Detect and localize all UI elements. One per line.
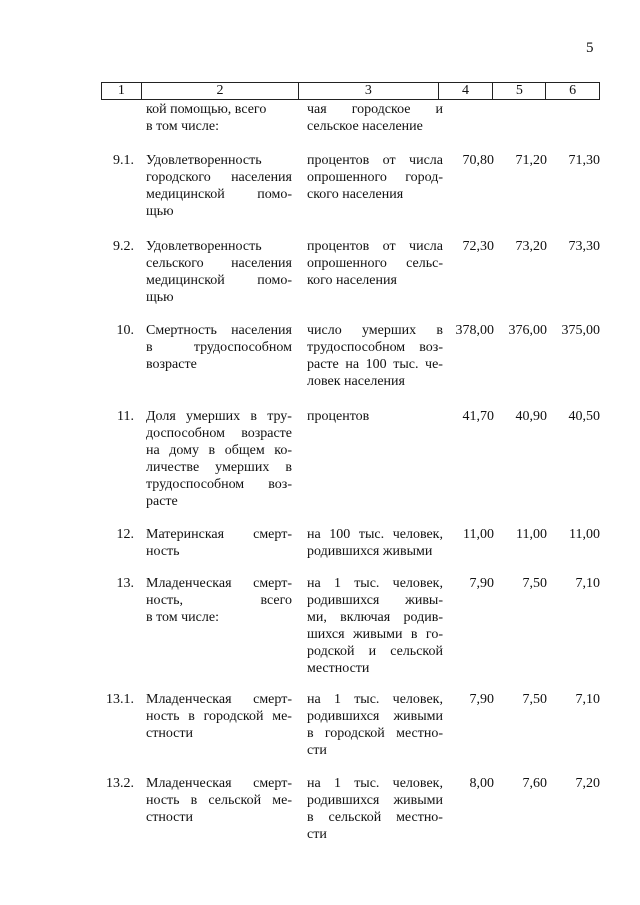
name-line: Удовлетворенность	[146, 153, 262, 168]
continuation-name	[146, 101, 292, 135]
word: возрасте	[241, 426, 292, 441]
word: на	[307, 692, 321, 707]
name-line: щью	[146, 204, 174, 219]
word: 100	[329, 527, 351, 542]
word: живы-	[405, 593, 443, 608]
value-col-4: 7,90	[469, 692, 494, 707]
word: человек,	[392, 527, 443, 542]
name-line	[146, 408, 292, 425]
word: родившихся	[307, 709, 380, 724]
word: медицинской	[146, 187, 225, 202]
row-number: 11.	[117, 409, 134, 424]
word: смерт-	[253, 527, 292, 542]
word: Материнская	[146, 527, 225, 542]
word: ность,	[146, 593, 184, 608]
unit-line	[307, 725, 443, 742]
word: Доля	[146, 409, 176, 424]
word: от	[382, 153, 396, 168]
name-line: расте	[146, 494, 178, 509]
word: тыс.	[393, 357, 419, 372]
unit-line	[307, 809, 443, 826]
name-line	[146, 459, 292, 476]
unit-line: местности	[307, 661, 370, 676]
name-line: стности	[146, 726, 193, 741]
word: в	[250, 409, 257, 424]
unit-line	[307, 322, 443, 339]
word: на	[345, 357, 360, 372]
word: родской	[307, 644, 355, 659]
row-number: 13.	[116, 576, 134, 591]
word: умерших	[215, 460, 270, 475]
word: числа	[409, 153, 443, 168]
word: помо-	[257, 273, 292, 288]
word: и	[435, 102, 443, 117]
name-line	[146, 691, 292, 708]
word: процентов	[307, 239, 370, 254]
word: местно-	[396, 726, 443, 741]
name-line	[146, 339, 292, 356]
word: сельс-	[406, 256, 443, 271]
word: ме-	[272, 709, 292, 724]
value-col-4: 11,00	[463, 527, 494, 542]
word: шихся	[307, 627, 345, 642]
word: ко-	[274, 443, 292, 458]
indicator-name	[146, 152, 292, 220]
word: в	[307, 810, 314, 825]
word: родившихся	[307, 593, 380, 608]
row-number: 12.	[116, 527, 134, 542]
word: сельского	[146, 256, 204, 271]
word: умерших	[361, 323, 417, 338]
indicator-name	[146, 575, 292, 626]
word: городское	[351, 102, 411, 117]
word: сельской	[328, 810, 382, 825]
word: трудоспособном	[307, 340, 406, 355]
header-col-4: 4	[439, 83, 494, 99]
word: трудоспособном	[193, 340, 292, 355]
word: 1	[333, 692, 341, 707]
value-col-5: 7,60	[522, 776, 547, 791]
word: на	[307, 527, 321, 542]
continuation-unit	[307, 101, 443, 135]
word: тыс.	[354, 776, 380, 791]
page-number: 5	[586, 40, 594, 56]
name-line	[146, 792, 292, 809]
word: личестве	[146, 460, 200, 475]
name-line	[146, 476, 292, 493]
unit-of-measure	[307, 691, 443, 759]
unit-line	[307, 643, 443, 660]
word: тру-	[267, 409, 292, 424]
name-line: стности	[146, 810, 193, 825]
word: смерт-	[253, 576, 292, 591]
value-col-6: 7,10	[575, 692, 600, 707]
unit-line	[307, 592, 443, 609]
row-number: 13.1.	[106, 692, 134, 707]
unit-line: родившихся живыми	[307, 544, 433, 559]
name-line: в том числе:	[146, 610, 219, 625]
word: тыс.	[354, 692, 380, 707]
unit-line: процентов	[307, 409, 370, 424]
name-line	[146, 526, 292, 543]
unit-line: сти	[307, 827, 327, 842]
word: ность	[146, 709, 180, 724]
unit-line	[307, 775, 443, 792]
name-line: кой помощью, всего	[146, 102, 267, 117]
word: в	[190, 793, 198, 808]
indicator-name	[146, 408, 292, 510]
word: Младенческая	[146, 692, 232, 707]
unit-of-measure	[307, 322, 443, 390]
word: медицинской	[146, 273, 225, 288]
word: смерт-	[253, 776, 292, 791]
name-line: ность	[146, 544, 180, 559]
word: в	[410, 627, 418, 642]
word: в	[307, 726, 314, 741]
word: Смертность	[146, 323, 217, 338]
word: живыми	[352, 627, 403, 642]
word: 1	[333, 576, 341, 591]
word: расте	[307, 357, 339, 372]
value-col-4: 72,30	[462, 239, 494, 254]
unit-line: ского населения	[307, 187, 404, 202]
unit-line	[307, 708, 443, 725]
word: число	[307, 323, 342, 338]
name-line	[146, 425, 292, 442]
value-col-5: 40,90	[515, 409, 547, 424]
word: город-	[405, 170, 443, 185]
unit-line	[307, 626, 443, 643]
unit-of-measure	[307, 526, 443, 560]
word: тыс.	[358, 527, 385, 542]
word: от	[382, 239, 396, 254]
word: ность	[146, 793, 180, 808]
word: опрошенного	[307, 170, 387, 185]
word: 100	[365, 357, 387, 372]
value-col-4: 70,80	[462, 153, 494, 168]
word: в	[146, 340, 153, 355]
value-col-5: 73,20	[515, 239, 547, 254]
word: числа	[409, 239, 443, 254]
word: ме-	[272, 793, 292, 808]
word: человек,	[392, 576, 443, 591]
word: воз-	[419, 340, 443, 355]
header-col-3: 3	[299, 83, 438, 99]
word: на	[146, 443, 160, 458]
indicator-name	[146, 238, 292, 306]
word: помо-	[257, 187, 292, 202]
word: в	[436, 323, 443, 338]
unit-line	[307, 526, 443, 543]
value-col-4: 8,00	[469, 776, 494, 791]
unit-line	[307, 101, 443, 118]
name-line	[146, 255, 292, 272]
word: местно-	[396, 810, 443, 825]
unit-line	[307, 575, 443, 592]
word: живыми	[393, 709, 443, 724]
unit-line	[307, 339, 443, 356]
name-line	[146, 322, 292, 339]
word: населения	[231, 323, 292, 338]
unit-line	[307, 169, 443, 186]
unit-of-measure	[307, 238, 443, 289]
word: человек,	[392, 692, 443, 707]
word: населения	[231, 256, 292, 271]
name-line	[146, 442, 292, 459]
word: живыми	[393, 793, 443, 808]
word: го-	[425, 627, 443, 642]
word: умерших	[186, 409, 241, 424]
unit-line	[307, 356, 443, 373]
word: тыс.	[354, 576, 380, 591]
header-col-2: 2	[142, 83, 299, 99]
value-col-6: 11,00	[569, 527, 600, 542]
word: всего	[260, 593, 292, 608]
unit-of-measure	[307, 152, 443, 203]
word: в	[188, 709, 195, 724]
name-line	[146, 708, 292, 725]
word: городской	[203, 709, 264, 724]
name-line	[146, 169, 292, 186]
row-number: 9.1.	[113, 153, 134, 168]
indicator-name	[146, 322, 292, 373]
value-col-6: 7,20	[575, 776, 600, 791]
word: сельской	[390, 644, 443, 659]
unit-line: сти	[307, 743, 327, 758]
word: городской	[324, 726, 385, 741]
value-col-5: 376,00	[508, 323, 547, 338]
word: родив-	[403, 610, 443, 625]
value-col-5: 11,00	[516, 527, 547, 542]
unit-of-measure	[307, 775, 443, 843]
header-col-5: 5	[493, 83, 546, 99]
value-col-6: 40,50	[568, 409, 600, 424]
value-col-6: 73,30	[568, 239, 600, 254]
indicator-name	[146, 775, 292, 826]
unit-line: ловек населения	[307, 374, 405, 389]
header-col-6: 6	[569, 83, 577, 98]
word: на	[307, 576, 321, 591]
unit-line	[307, 238, 443, 255]
word: в	[285, 460, 292, 475]
name-line	[146, 272, 292, 289]
name-line	[146, 775, 292, 792]
value-col-6: 375,00	[561, 323, 600, 338]
word: включая	[340, 610, 391, 625]
name-line: в том числе:	[146, 119, 219, 134]
value-col-5: 7,50	[522, 576, 547, 591]
word: в	[208, 443, 216, 458]
indicator-name	[146, 691, 292, 742]
row-number: 9.2.	[113, 239, 134, 254]
unit-line: сельское население	[307, 119, 423, 134]
word: и	[368, 644, 377, 659]
word: воз-	[268, 477, 292, 492]
word: 1	[333, 776, 341, 791]
word: смерт-	[253, 692, 292, 707]
row-number: 13.2.	[106, 776, 134, 791]
value-col-4: 41,70	[462, 409, 494, 424]
value-col-4: 7,90	[469, 576, 494, 591]
word: городского	[146, 170, 211, 185]
unit-of-measure	[307, 575, 443, 677]
value-col-6: 71,30	[568, 153, 600, 168]
word: доспособном	[146, 426, 225, 441]
word: общем	[224, 443, 265, 458]
name-line	[146, 592, 292, 609]
unit-line	[307, 609, 443, 626]
unit-line	[307, 691, 443, 708]
header-col-1: 1	[102, 83, 142, 99]
word: родившихся	[307, 793, 380, 808]
name-line	[146, 575, 292, 592]
name-line	[146, 186, 292, 203]
word: дому	[169, 443, 199, 458]
name-line: возрасте	[146, 357, 197, 372]
value-col-6: 7,10	[575, 576, 600, 591]
value-col-4: 378,00	[455, 323, 494, 338]
unit-line: кого населения	[307, 273, 397, 288]
word: Младенческая	[146, 576, 232, 591]
word: на	[307, 776, 321, 791]
indicator-name	[146, 526, 292, 560]
name-line: щью	[146, 290, 174, 305]
value-col-5: 7,50	[522, 692, 547, 707]
word: ми,	[307, 610, 327, 625]
name-line: Удовлетворенность	[146, 239, 262, 254]
word: сельской	[208, 793, 262, 808]
unit-line	[307, 255, 443, 272]
word: трудоспособном	[146, 477, 245, 492]
unit-line	[307, 152, 443, 169]
unit-line	[307, 792, 443, 809]
row-number: 10.	[116, 323, 134, 338]
word: человек,	[392, 776, 443, 791]
word: че-	[425, 357, 443, 372]
value-col-5: 71,20	[515, 153, 547, 168]
word: Младенческая	[146, 776, 232, 791]
word: процентов	[307, 153, 370, 168]
word: населения	[231, 170, 292, 185]
unit-of-measure	[307, 408, 443, 425]
word: опрошенного	[307, 256, 387, 271]
word: чая	[307, 102, 327, 117]
table-header	[101, 82, 600, 100]
